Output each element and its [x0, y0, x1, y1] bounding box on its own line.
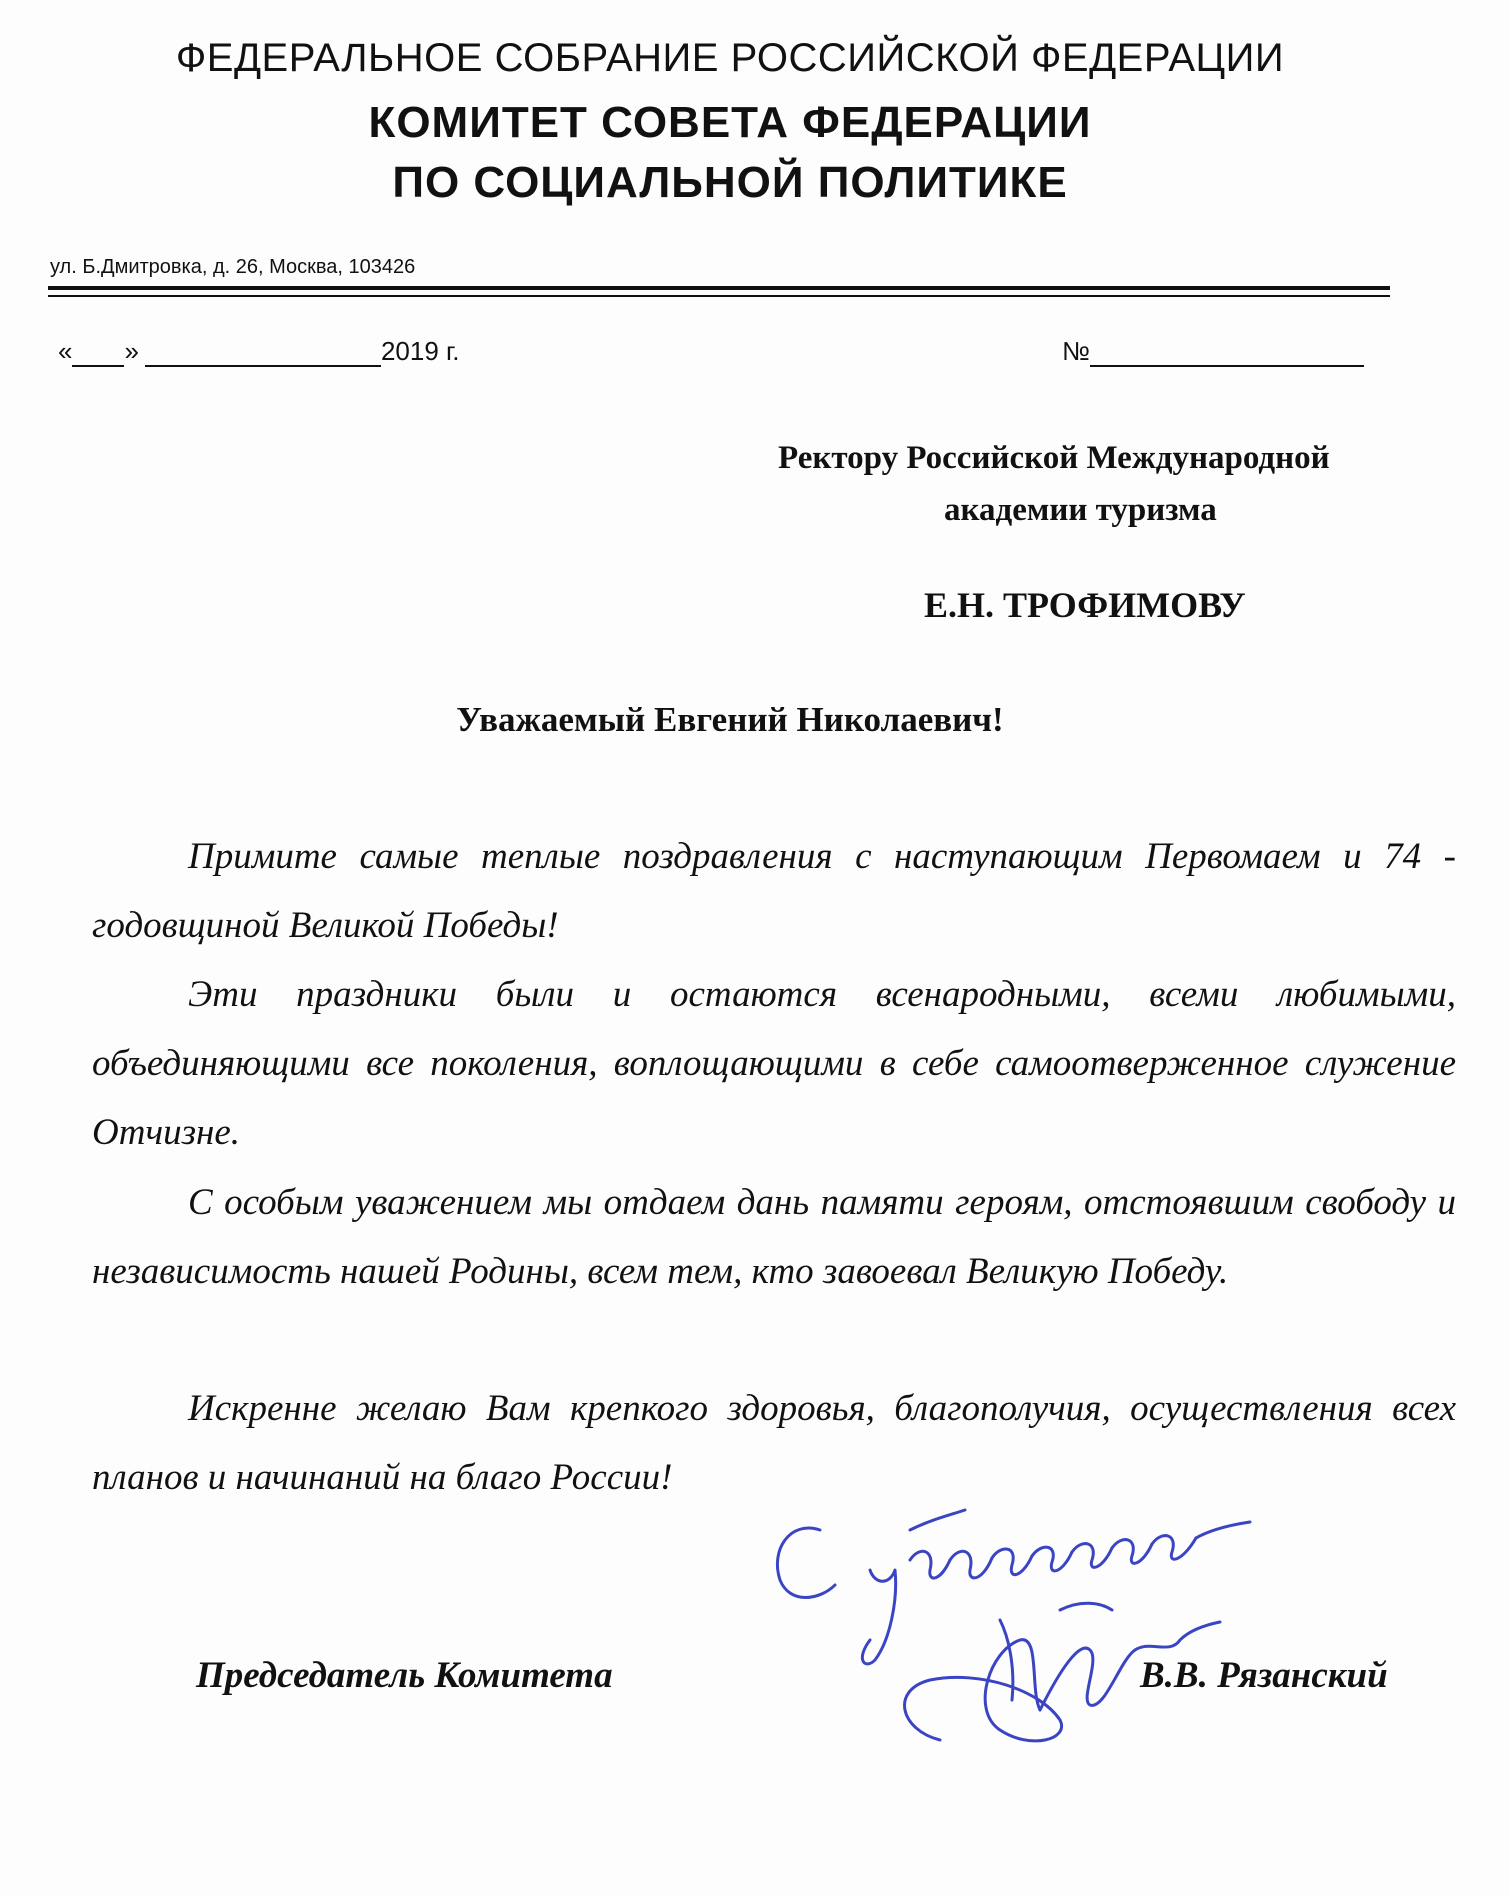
header-divider-thick — [48, 286, 1390, 290]
letterhead-address: ул. Б.Дмитровка, д. 26, Москва, 103426 — [50, 256, 416, 278]
letter-paragraph: Искренне желаю Вам крепкого здоровья, благополучия, осуществления всех планов и начинаний на благо России! — [92, 1388, 1456, 1498]
addressee-title-line2: академии туризма — [944, 492, 1217, 528]
number-blank — [1090, 339, 1364, 367]
document-number-field — [1062, 336, 1364, 367]
letter-paragraph: Примите самые теплые поздравления с наступающим Первомаем и 74 - годовщиной Великой Победы! — [92, 836, 1456, 946]
addressee-title-line1: Ректору Российской Международной — [778, 440, 1330, 476]
date-close-quote: » — [124, 336, 139, 366]
addressee-name: Е.Н. ТРОФИМОВУ — [924, 585, 1246, 625]
salutation: Уважаемый Евгений Николаевич! — [456, 700, 1004, 739]
signatory-name: В.В. Рязанский — [1140, 1655, 1388, 1696]
header-divider-thin — [48, 295, 1390, 297]
handwritten-signature — [760, 1490, 1420, 1780]
date-year: 2019 г. — [380, 336, 460, 366]
date-open-quote: « — [58, 336, 73, 366]
signatory-position: Председатель Комитета — [196, 1655, 613, 1696]
committee-name-line1: КОМИТЕТ СОВЕТА ФЕДЕРАЦИИ — [368, 98, 1092, 147]
number-label: № — [1062, 336, 1090, 366]
organization-name: ФЕДЕРАЛЬНОЕ СОБРАНИЕ РОССИЙСКОЙ ФЕДЕРАЦИИ — [175, 36, 1285, 80]
date-day-blank — [72, 339, 124, 367]
letter-paragraph: С особым уважением мы отдаем дань памяти героям, отстоявшим свободу и независимость нашей Родины, всем тем, кто завоевал Великую Победу. — [92, 1182, 1456, 1292]
committee-name-line2: ПО СОЦИАЛЬНОЙ ПОЛИТИКЕ — [392, 158, 1068, 207]
date-month-blank — [145, 339, 381, 367]
date-field — [58, 336, 460, 367]
letter-paragraph: Эти праздники были и остаются всенародными, всеми любимыми, объединяющими все поколения, воплощающими в себе самоотверженное служение Отчизне. — [92, 974, 1456, 1153]
